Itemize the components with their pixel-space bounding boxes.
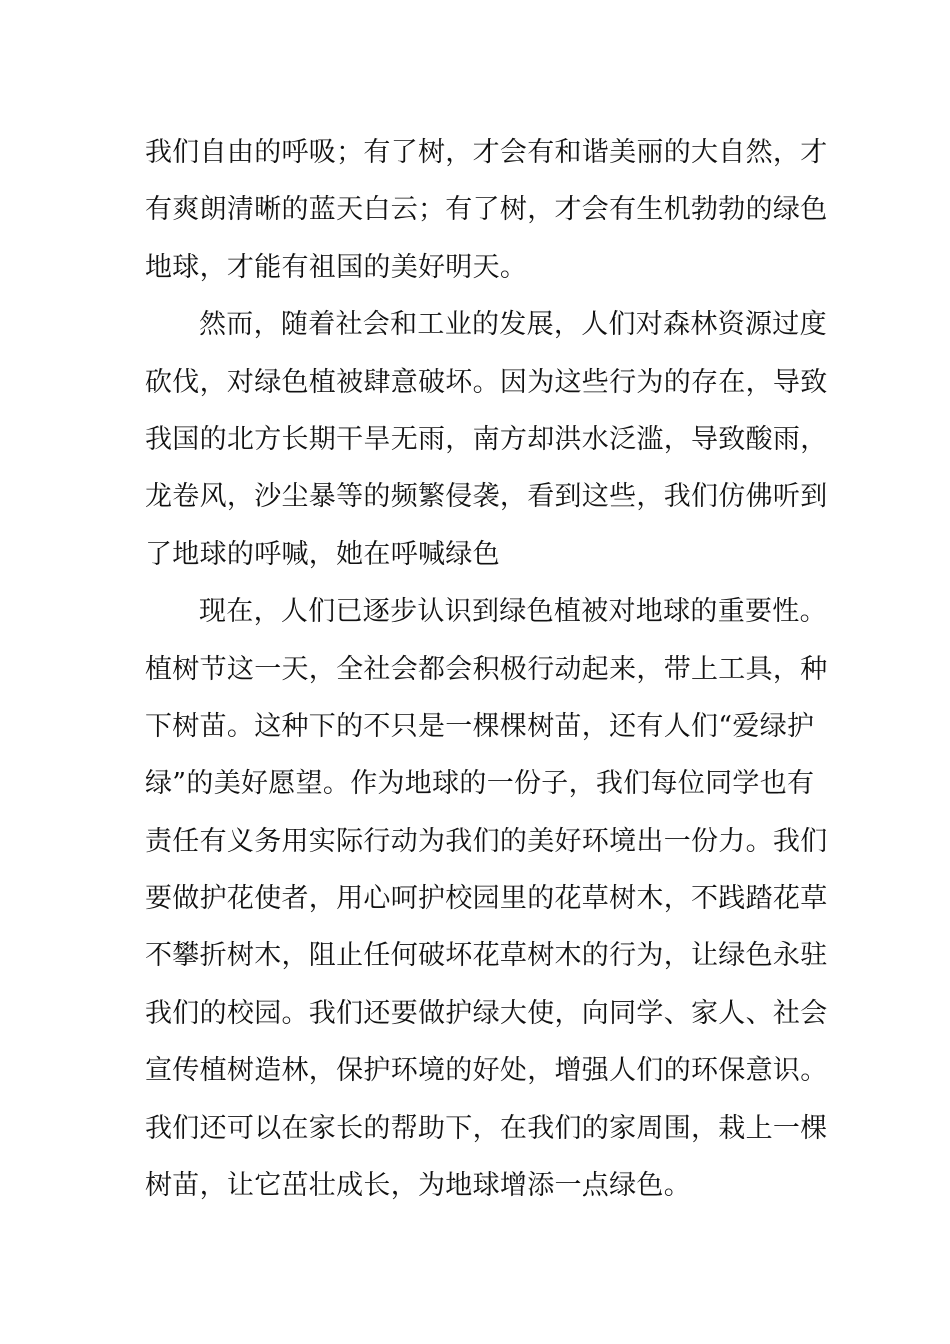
text-line: 我国的北方长期干旱无雨，南方却洪水泛滥，导致酸雨，: [145, 423, 828, 455]
text-line: 我们还可以在家长的帮助下，在我们的家周围，栽上一棵: [145, 1112, 828, 1144]
text-line: 责任有义务用实际行动为我们的美好环境出一份力。我们: [145, 825, 828, 857]
paragraph-start-line: 现在，人们已逐步认识到绿色植被对地球的重要性。: [199, 596, 827, 628]
text-line: 要做护花使者，用心呵护校园里的花草树木，不践踏花草: [145, 883, 828, 915]
text-line: 树苗，让它茁壮成长，为地球增添一点绿色。: [145, 1170, 691, 1202]
text-line: 下树苗。这种下的不只是一棵棵树苗，还有人们“爱绿护: [145, 710, 815, 742]
text-line: 植树节这一天，全社会都会积极行动起来，带上工具，种: [145, 653, 828, 685]
text-line: 了地球的呼喊，她在呼喊绿色: [145, 538, 500, 570]
text-line: 宣传植树造林，保护环境的好处，增强人们的环保意识。: [145, 1055, 828, 1087]
text-line: 我们自由的呼吸；有了树，才会有和谐美丽的大自然，才: [145, 137, 828, 168]
text-line: 地球，才能有祖国的美好明天。: [145, 251, 528, 283]
text-line: 绿”的美好愿望。作为地球的一份子，我们每位同学也有: [145, 768, 815, 800]
text-line: 龙卷风，沙尘暴等的频繁侵袭，看到这些，我们仿佛听到: [145, 481, 828, 513]
text-line: 砍伐，对绿色植被肆意破坏。因为这些行为的存在，导致: [145, 366, 828, 398]
text-line: 不攀折树木，阻止任何破坏花草树木的行为，让绿色永驻: [145, 940, 828, 972]
paragraph-start-line: 然而，随着社会和工业的发展，人们对森林资源过度: [199, 309, 827, 341]
text-line: 有爽朗清晰的蓝天白云；有了树，才会有生机勃勃的绿色: [145, 194, 828, 226]
text-line: 我们的校园。我们还要做护绿大使，向同学、家人、社会: [145, 997, 828, 1029]
body-text: [145, 124, 828, 1214]
